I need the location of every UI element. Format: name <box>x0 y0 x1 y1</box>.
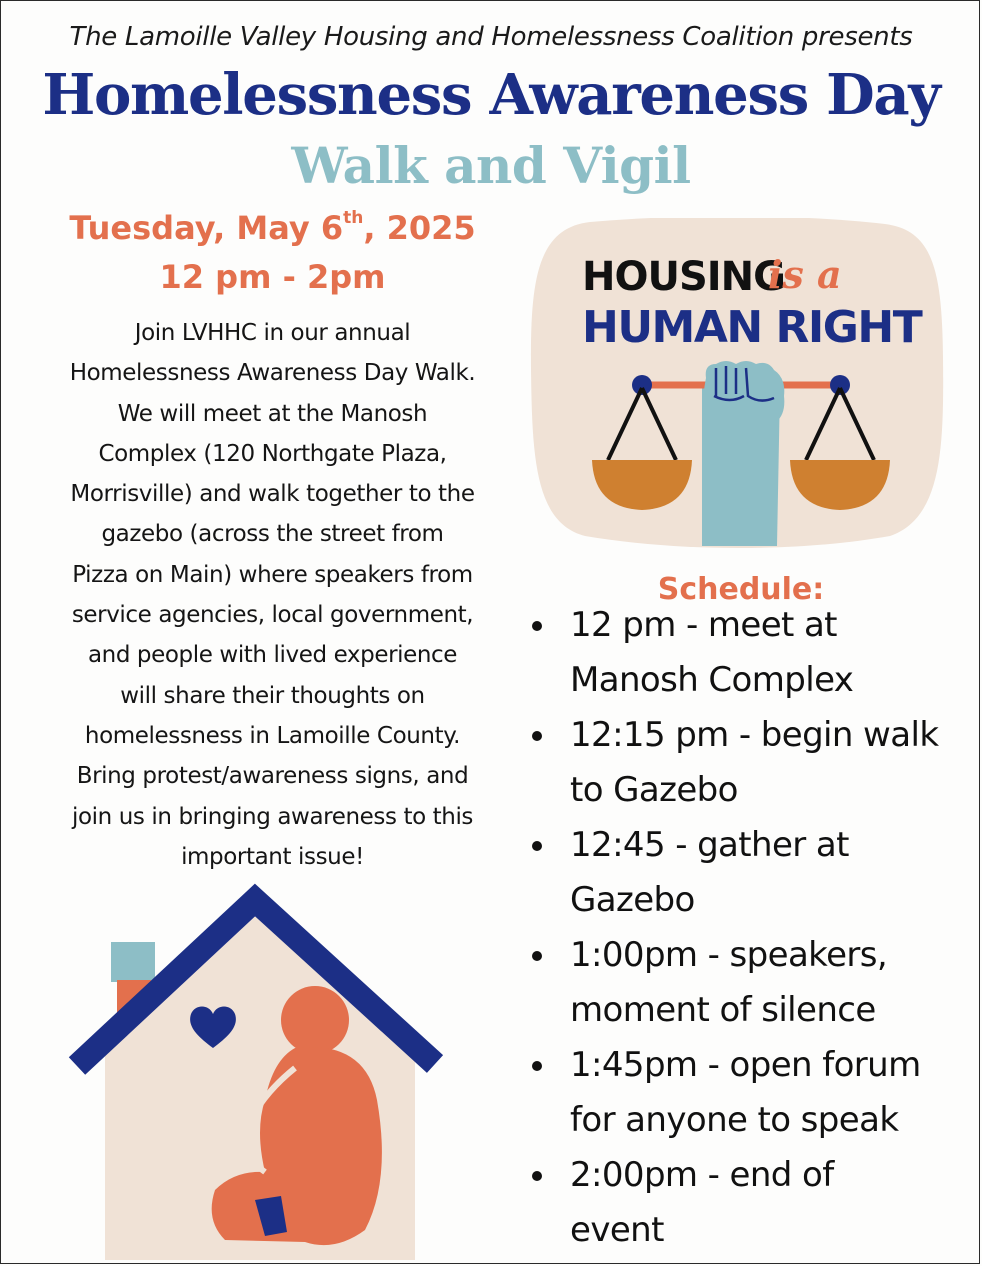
graphic-housing-text: HOUSING <box>582 254 785 300</box>
description-line: join us in bringing awareness to this <box>71 803 474 830</box>
schedule-item-line: to Gazebo <box>570 770 738 810</box>
bullet-icon <box>532 1061 542 1071</box>
page-subtitle: Walk and Vigil <box>291 136 691 195</box>
schedule-item <box>528 598 978 708</box>
bullet-icon <box>532 951 542 961</box>
event-time: 12 pm - 2pm <box>159 258 386 296</box>
description-line: service agencies, local government, <box>71 602 474 629</box>
bullet-icon <box>532 1171 542 1181</box>
schedule-item-line: moment of silence <box>570 990 876 1030</box>
schedule-heading: Schedule: <box>657 572 825 607</box>
schedule-item-line: for anyone to speak <box>570 1100 899 1140</box>
schedule-item-line: Manosh Complex <box>570 660 854 700</box>
bullet-icon <box>532 621 542 631</box>
description-line: Complex (120 Northgate Plaza, <box>98 440 447 467</box>
description-line: We will meet at the Manosh <box>117 400 428 427</box>
bullet-icon <box>532 841 542 851</box>
event-date <box>0 208 545 247</box>
presenter-line: The Lamoille Valley Housing and Homelessness Coalition presents <box>69 22 913 52</box>
schedule-item-line: 12:45 - gather at <box>570 825 849 865</box>
event-date-ordinal: th <box>343 208 364 228</box>
schedule-item-line: 12:15 pm - begin walk <box>570 715 939 755</box>
schedule-item-line: 1:45pm - open forum <box>570 1045 921 1085</box>
description-line: important issue! <box>181 843 364 870</box>
description-line: Pizza on Main) where speakers from <box>72 561 473 588</box>
page-title: Homelessness Awareness Day <box>42 62 940 128</box>
graphic-is-a-text: is a <box>768 252 842 297</box>
schedule-item <box>528 818 978 928</box>
description-line: gazebo (across the street from <box>101 521 444 548</box>
house-illustration <box>65 880 450 1260</box>
description-line: Join LVHHC in our annual <box>134 320 411 346</box>
description-line: Bring protest/awareness signs, and <box>76 763 469 790</box>
schedule-list <box>528 598 978 1258</box>
event-date-main: Tuesday, May 6 <box>69 209 344 247</box>
schedule-item <box>528 1148 978 1258</box>
schedule-item-line: 12 pm - meet at <box>570 605 837 645</box>
housing-human-right-illustration <box>530 218 944 550</box>
description-line: will share their thoughts on <box>120 682 425 709</box>
schedule-item-line: Gazebo <box>570 880 695 920</box>
event-date-year: , 2025 <box>363 209 476 247</box>
schedule-item <box>528 708 978 818</box>
description-line: homelessness in Lamoille County. <box>84 722 461 749</box>
person-head <box>281 986 349 1054</box>
schedule-item-line: 2:00pm - end of <box>570 1155 834 1195</box>
description-line: Homelessness Awareness Day Walk. <box>69 360 476 387</box>
description-line: Morrisville) and walk together to the <box>70 481 475 508</box>
description-line: and people with lived experience <box>87 642 458 669</box>
bullet-icon <box>532 731 542 741</box>
schedule-item-line: 1:00pm - speakers, <box>570 935 888 975</box>
chimney-top <box>111 942 155 982</box>
graphic-human-right-text: HUMAN RIGHT <box>582 302 922 353</box>
schedule-item <box>528 1038 978 1148</box>
schedule-item-line: event <box>570 1210 664 1250</box>
schedule-item <box>528 928 978 1038</box>
